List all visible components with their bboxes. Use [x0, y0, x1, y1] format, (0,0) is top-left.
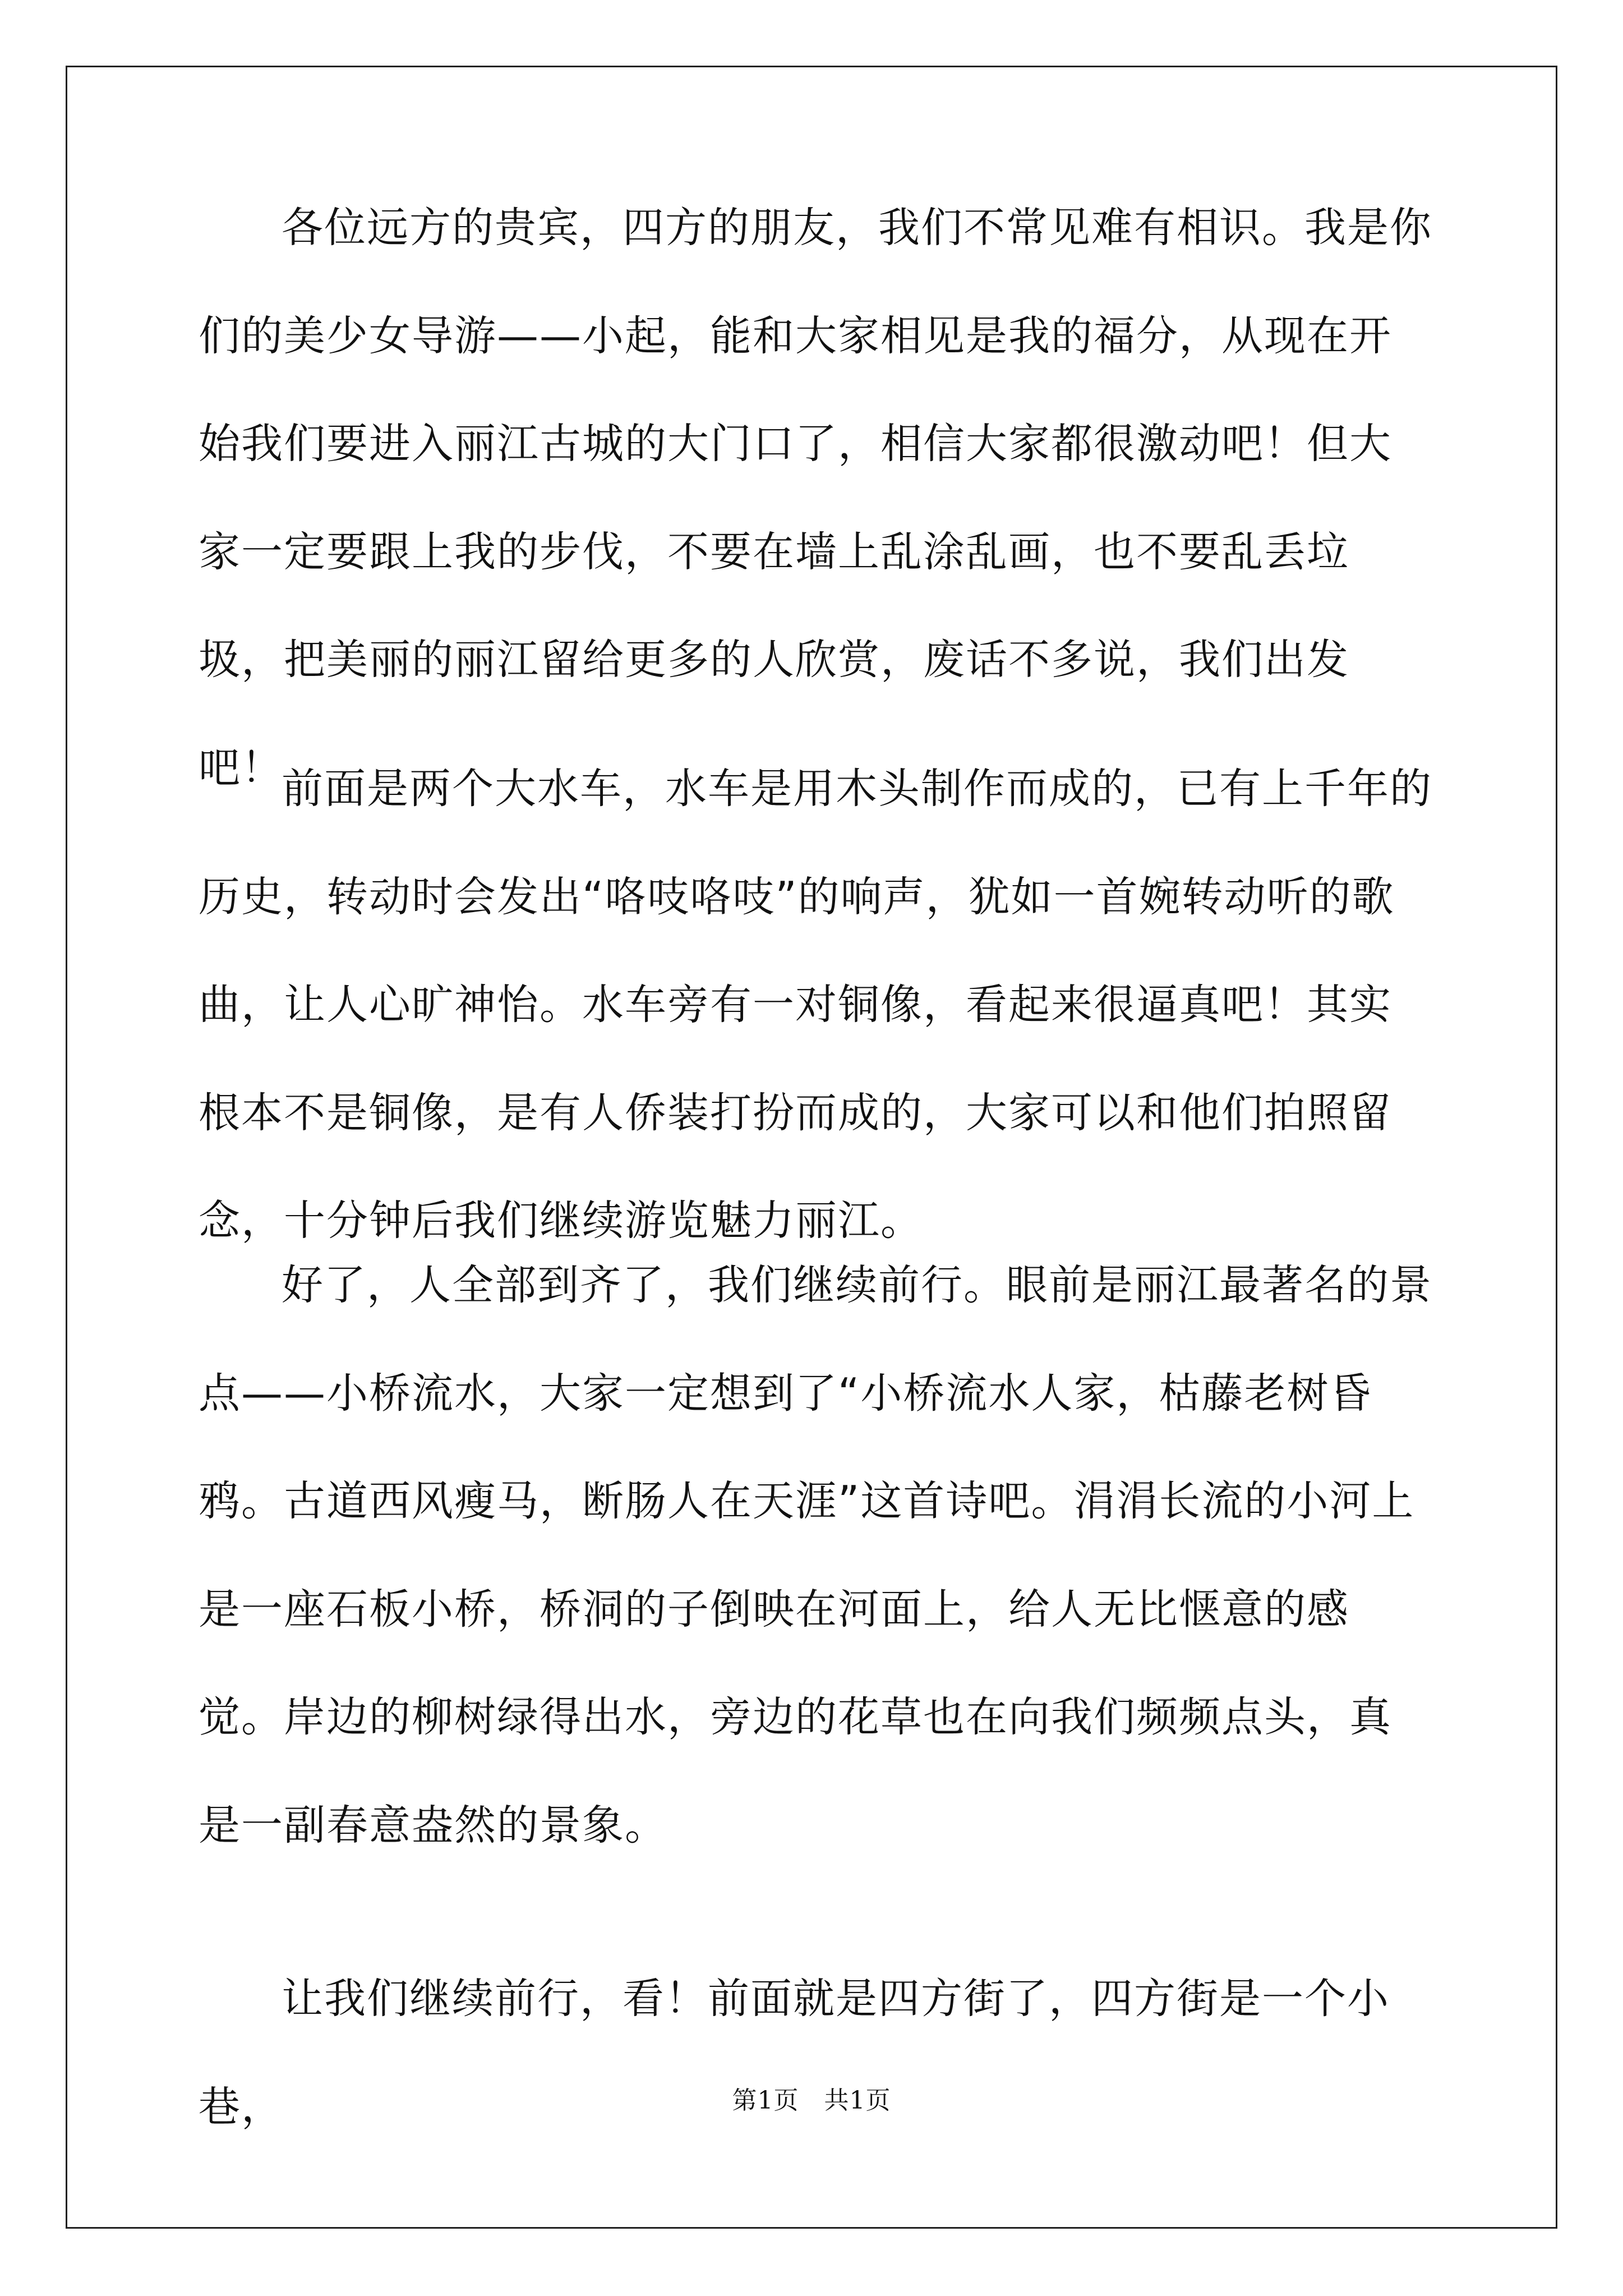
- page-footer: [0, 2080, 1623, 2116]
- paragraph-1: 各位远方的贵宾，四方的朋友，我们不常见难有相识。我是你们的美少女导游——小起，能和大家相见是我的福分，从现在开始我们要进入丽江古城的大门口了，相信大家都很激动吧！但大家一定要跟上我的步伐，不要在墙上乱涂乱画，也不要乱丢垃圾，把美丽的丽江留给更多的人欣赏，废话不多说，我们出发吧！: [199, 204, 1432, 792]
- page-number: 第1页: [732, 2086, 799, 2115]
- paragraph-4: 让我们继续前行，看！前面就是四方街了，四方街是一个小巷，: [199, 1975, 1390, 2131]
- page-total: 共1页: [824, 2086, 891, 2115]
- paragraph-3: 好了，人全部到齐了，我们继续前行。眼前是丽江最著名的景点——小桥流水，大家一定想到了“小桥流水人家，枯藤老树昏鸦。古道西风瘦马，断肠人在天涯”这首诗吧。涓涓长流的小河上是一座石板小桥，桥洞的子倒映在河面上，给人无比惬意的感觉。岸边的柳树绿得出水，旁边的花草也在向我们频频点头，真是一副春意盎然的景象。: [199, 1261, 1432, 1849]
- paragraph-2: 前面是两个大水车，水车是用木头制作而成的，已有上千年的历史，转动时会发出“咯吱咯吱”的响声，犹如一首婉转动听的歌曲，让人心旷神怡。水车旁有一对铜像，看起来很逼真吧！其实根本不是铜像，是有人侨装打扮而成的，大家可以和他们拍照留念，十分钟后我们继续游览魅力丽江。: [199, 765, 1432, 1245]
